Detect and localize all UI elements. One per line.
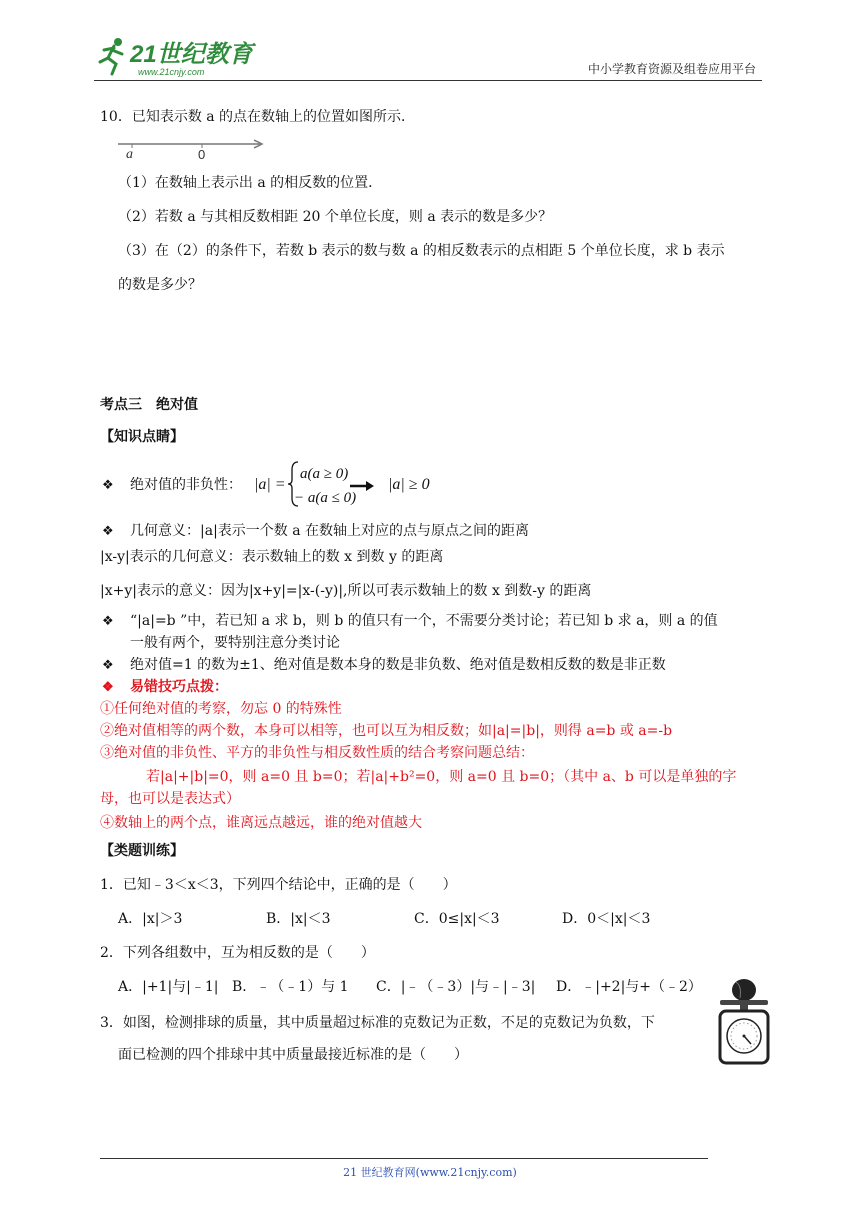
q1-option-a: A．|x|＞3: [118, 911, 183, 927]
geometric-meaning-item: [102, 520, 529, 543]
q1-option-c: C．0≤|x|＜3: [414, 911, 500, 927]
nonnegativity-item: [102, 474, 242, 497]
section-title: 考点三 绝对值: [100, 397, 198, 413]
abs-equals-b-item: [102, 610, 718, 633]
training-heading: 【类题训练】: [100, 843, 184, 859]
tips-heading-item: [102, 676, 228, 699]
q10-part3-line2: 的数是多少？: [118, 277, 202, 293]
numline-label-zero: 0: [198, 147, 206, 162]
q2-option-c: C．|﹣（﹣3）|与﹣|﹣3|: [376, 979, 536, 995]
tip-3-detail-line2: 母，也可以是表达式）: [100, 791, 240, 807]
q1-stem: 1．已知﹣3＜x＜3，下列四个结论中，正确的是（ ）: [100, 877, 457, 893]
runner-icon: [100, 38, 122, 74]
knowledge-heading: 【知识点睛】: [100, 429, 184, 445]
nonnegativity-label: 绝对值的非负性：: [130, 477, 242, 493]
abs-equals-one-text: 绝对值=1 的数为±1、绝对值是数本身的数是非负数、绝对值是数相反数的数是非正数: [130, 657, 666, 673]
q1-option-b: B．|x|＜3: [266, 911, 331, 927]
tip-3: ③绝对值的非负性、平方的非负性与相反数性质的结合考察问题总结：: [100, 745, 534, 761]
bullet-icon: ❖: [102, 614, 114, 629]
abs-value-formula: [254, 456, 444, 512]
abs-equals-b-line2: 一般有两个，要特别注意分类讨论: [130, 635, 340, 651]
q10-part3-line1: （3）在（2）的条件下，若数 b 表示的数与数 a 的相反数表示的点相距 5 个单位长度，求 b 表示: [118, 243, 725, 259]
x-minus-y-meaning: |x-y|表示的几何意义：表示数轴上的数 x 到数 y 的距离: [100, 549, 444, 565]
q2-option-b: B．﹣（﹣1）与 1: [232, 979, 349, 995]
tip-2: ②绝对值相等的两个数，本身可以相等，也可以互为相反数；如|a|=|b|，则得 a=b 或 a=-b: [100, 723, 673, 739]
bullet-icon: ❖: [102, 524, 114, 539]
tip-1: ①任何绝对值的考察，勿忘 0 的特殊性: [100, 701, 342, 717]
tip-4: ④数轴上的两个点，谁离远点越远，谁的绝对值越大: [100, 815, 422, 831]
logo-url-text: www.21cnjy.com: [138, 67, 205, 77]
q2-option-a: A．|+1|与|﹣1|: [118, 979, 219, 995]
bullet-icon: ❖: [102, 680, 114, 695]
q3-stem-line1: 3．如图，检测排球的质量，其中质量超过标准的克数记为正数，不足的克数记为负数，下: [100, 1015, 655, 1031]
x-plus-y-meaning: |x+y|表示的意义：因为|x+y|=|x-(-y)|,所以可表示数轴上的数 x 到数-y 的距离: [100, 583, 592, 599]
geometric-meaning-text: 几何意义：|a|表示一个数 a 在数轴上对应的点与原点之间的距离: [130, 523, 530, 539]
abs-equals-b-line1: “|a|=b ”中，若已知 a 求 b，则 b 的值只有一个，不需要分类讨论；若已知 b 求 a，则 a 的值: [130, 613, 718, 629]
footer-link[interactable]: 21 世纪教育网(www.21cnjy.com): [343, 1166, 517, 1179]
formula-rhs: |a| ≥ 0: [388, 476, 430, 493]
formula-lhs: |a| =: [254, 476, 286, 493]
weighing-scale-icon: [714, 976, 774, 1066]
footer-divider: [100, 1158, 708, 1159]
q10-stem: 10．已知表示数 a 的点在数轴上的位置如图所示．: [100, 109, 416, 125]
header-divider: [94, 80, 762, 81]
formula-case2: − a(a ≤ 0): [294, 490, 357, 506]
tip-3-detail-line1: 若|a|+|b|=0，则 a=0 且 b=0；若|a|+b²=0，则 a=0 且 b=0；（其中 a、b 可以是单独的字: [146, 769, 737, 785]
q10-part2: （2）若数 a 与其相反数相距 20 个单位长度，则 a 表示的数是多少？: [118, 209, 553, 225]
bullet-icon: ❖: [102, 478, 114, 493]
site-logo: [94, 34, 264, 80]
number-line-figure: [116, 138, 266, 164]
logo-text: 21世纪教育: [130, 41, 253, 68]
q2-option-d: D．﹣|+2|与+（﹣2）: [556, 979, 702, 995]
tips-heading: 易错技巧点拨：: [130, 679, 228, 695]
q10-part1: （1）在数轴上表示出 a 的相反数的位置．: [118, 175, 383, 191]
q3-stem-line2: 面已检测的四个排球中其中质量最接近标准的是（ ）: [118, 1047, 468, 1063]
formula-case1: a(a ≥ 0): [300, 466, 349, 482]
platform-name: 中小学教育资源及组卷应用平台: [587, 62, 756, 76]
numline-label-a: a: [126, 147, 133, 162]
q2-stem: 2．下列各组数中，互为相反数的是（ ）: [100, 945, 375, 961]
abs-equals-one-item: [102, 654, 666, 677]
bullet-icon: ❖: [102, 658, 114, 673]
q1-option-d: D．0＜|x|＜3: [562, 911, 651, 927]
